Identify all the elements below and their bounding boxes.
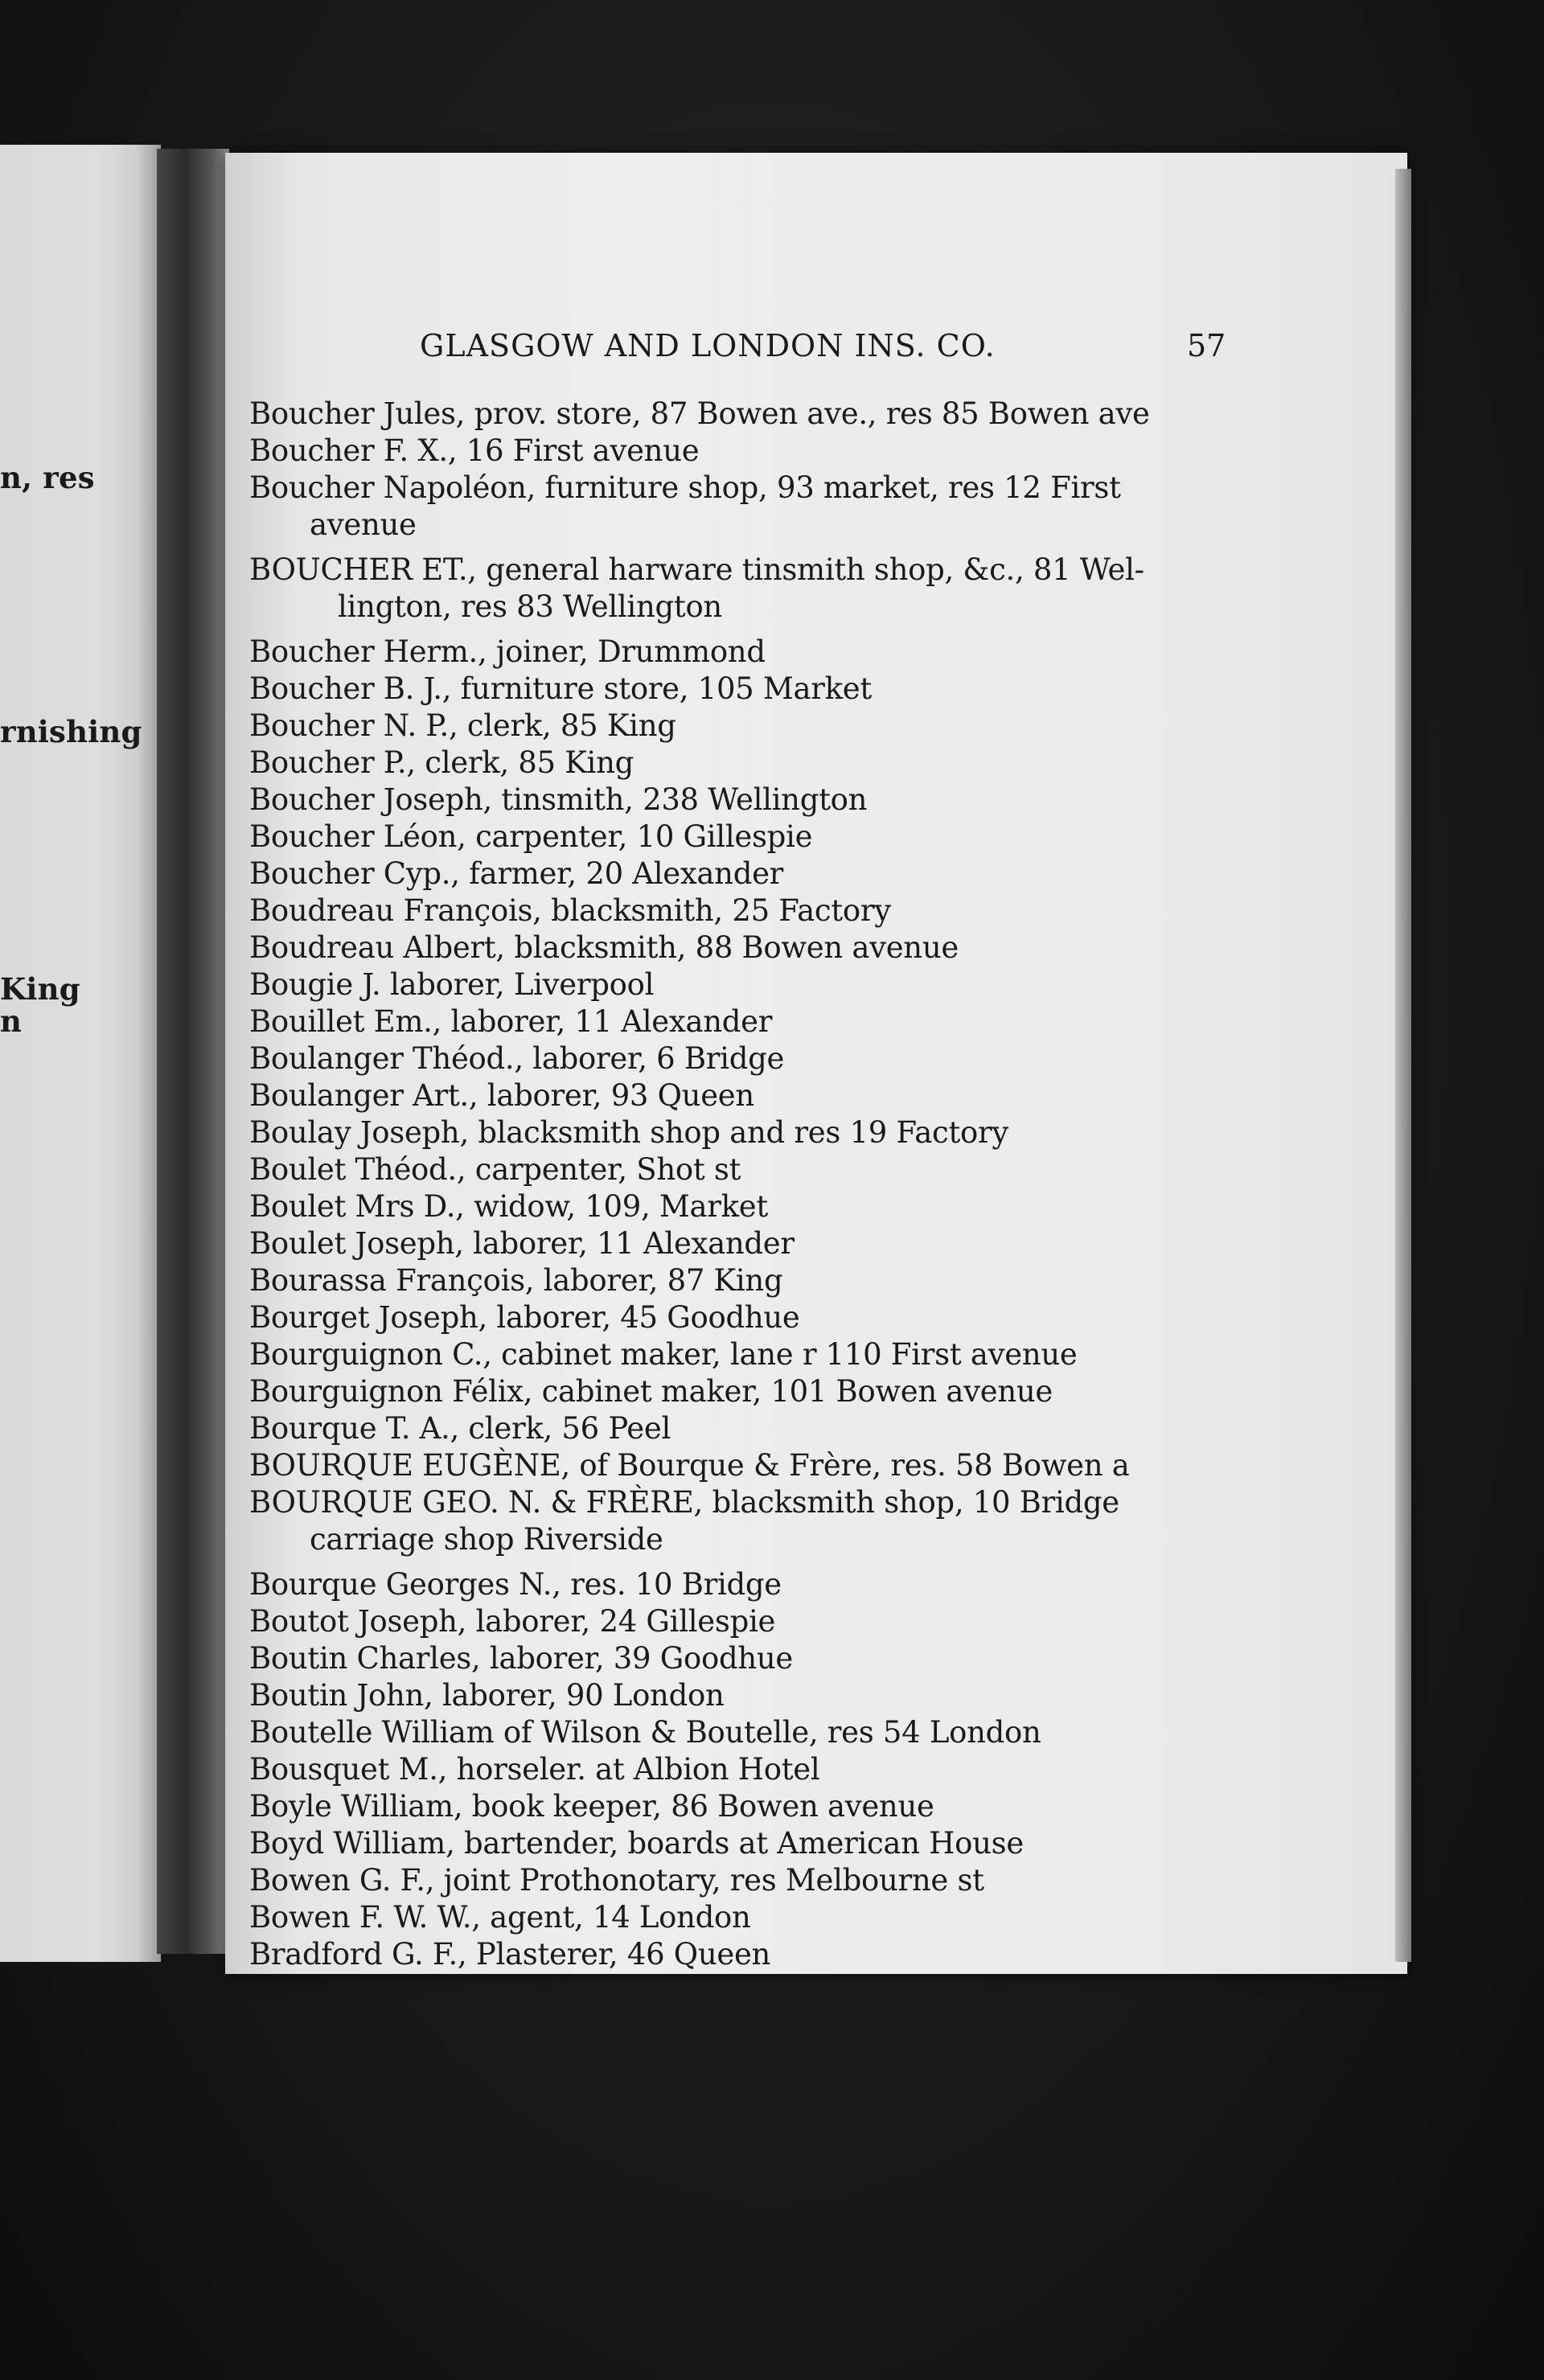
directory-entry: Bouillet Em., laborer, 11 Alexander — [249, 1004, 773, 1039]
entry-continuation: lington, res 83 Wellington — [338, 589, 722, 624]
page-number: 57 — [1187, 328, 1226, 363]
left-page-text: King — [0, 971, 80, 1007]
directory-entry: Boucher Léon, carpenter, 10 Gillespie — [249, 819, 813, 854]
directory-entry: Bowen G. F., joint Prothonotary, res Melbourne st — [249, 1863, 984, 1898]
entry-continuation: carriage shop Riverside — [310, 1522, 663, 1557]
directory-entry: Boutot Joseph, laborer, 24 Gillespie — [249, 1604, 776, 1639]
left-page-fragment — [0, 145, 161, 1962]
directory-entry: Boucher Jules, prov. store, 87 Bowen ave., res 85 Bowen ave — [249, 396, 1150, 431]
directory-entry: Boudreau Albert, blacksmith, 88 Bowen avenue — [249, 930, 959, 965]
directory-entry: Bougie J. laborer, Liverpool — [249, 967, 655, 1002]
directory-entry: Boucher N. P., clerk, 85 King — [249, 708, 676, 743]
directory-entry: Boutin John, laborer, 90 London — [249, 1678, 725, 1713]
directory-entry: Bourguignon Félix, cabinet maker, 101 Bowen avenue — [249, 1374, 1053, 1409]
directory-entries — [249, 396, 1399, 1973]
directory-entry: Boudreau François, blacksmith, 25 Factory — [249, 893, 891, 928]
directory-entry: Boutelle William of Wilson & Boutelle, res 54 London — [249, 1715, 1041, 1750]
directory-entry: Bourget Joseph, laborer, 45 Goodhue — [249, 1300, 800, 1335]
directory-entry: Bowen F. W. W., agent, 14 London — [249, 1900, 751, 1935]
directory-entry: Boulet Joseph, laborer, 11 Alexander — [249, 1226, 795, 1261]
directory-entry: Boulanger Théod., laborer, 6 Bridge — [249, 1041, 785, 1076]
directory-entry: Boulet Théod., carpenter, Shot st — [249, 1152, 741, 1187]
directory-entry: Bourguignon C., cabinet maker, lane r 110 First avenue — [249, 1337, 1078, 1372]
directory-page — [225, 153, 1407, 1974]
directory-entry: BOURQUE GEO. N. & FRÈRE, blacksmith shop, 10 Bridge carriage shop Riverside — [249, 1484, 1399, 1558]
book-gutter — [157, 149, 229, 1954]
directory-entry: Boucher Herm., joiner, Drummond — [249, 634, 766, 669]
directory-entry: Boucher Joseph, tinsmith, 238 Wellington — [249, 782, 868, 817]
directory-entry: Boulay Joseph, blacksmith shop and res 19 Factory — [249, 1115, 1008, 1150]
directory-entry: Boulet Mrs D., widow, 109, Market — [249, 1189, 768, 1224]
directory-entry: Boulanger Art., laborer, 93 Queen — [249, 1078, 754, 1113]
running-head: GLASGOW AND LONDON INS. CO. — [420, 328, 996, 363]
page-edge — [1395, 169, 1411, 1962]
directory-entry: Bradford G. F., Plasterer, 46 Queen — [249, 1937, 771, 1972]
entry-continuation: avenue — [310, 507, 417, 542]
directory-entry: Bourassa François, laborer, 87 King — [249, 1263, 783, 1298]
directory-entry: Bourque T. A., clerk, 56 Peel — [249, 1411, 671, 1446]
directory-entry: BOUCHER ET., general harware tinsmith shop, &c., 81 Wel- lington, res 83 Wellington — [249, 552, 1399, 626]
left-page-text: n — [0, 1003, 23, 1039]
directory-entry: Boucher Napoléon, furniture shop, 93 market, res 12 First avenue — [249, 470, 1399, 544]
directory-entry: Bourque Georges N., res. 10 Bridge — [249, 1567, 782, 1602]
directory-entry: Boucher F. X., 16 First avenue — [249, 433, 700, 468]
left-page-text: n, res — [0, 460, 95, 495]
directory-entry: Boucher Cyp., farmer, 20 Alexander — [249, 856, 784, 891]
directory-entry: BOURQUE EUGÈNE, of Bourque & Frère, res. 58 Bowen a — [249, 1448, 1130, 1483]
directory-entry: Boyd William, bartender, boards at American House — [249, 1826, 1024, 1861]
page-header — [225, 328, 1407, 368]
directory-entry: Bousquet M., horseler. at Albion Hotel — [249, 1752, 820, 1787]
directory-entry: Boucher B. J., furniture store, 105 Market — [249, 671, 872, 706]
directory-entry: Boucher P., clerk, 85 King — [249, 745, 634, 780]
directory-entry: Boyle William, book keeper, 86 Bowen avenue — [249, 1789, 934, 1824]
directory-entry: Boutin Charles, laborer, 39 Goodhue — [249, 1641, 793, 1676]
left-page-text: rnishing — [0, 714, 142, 749]
